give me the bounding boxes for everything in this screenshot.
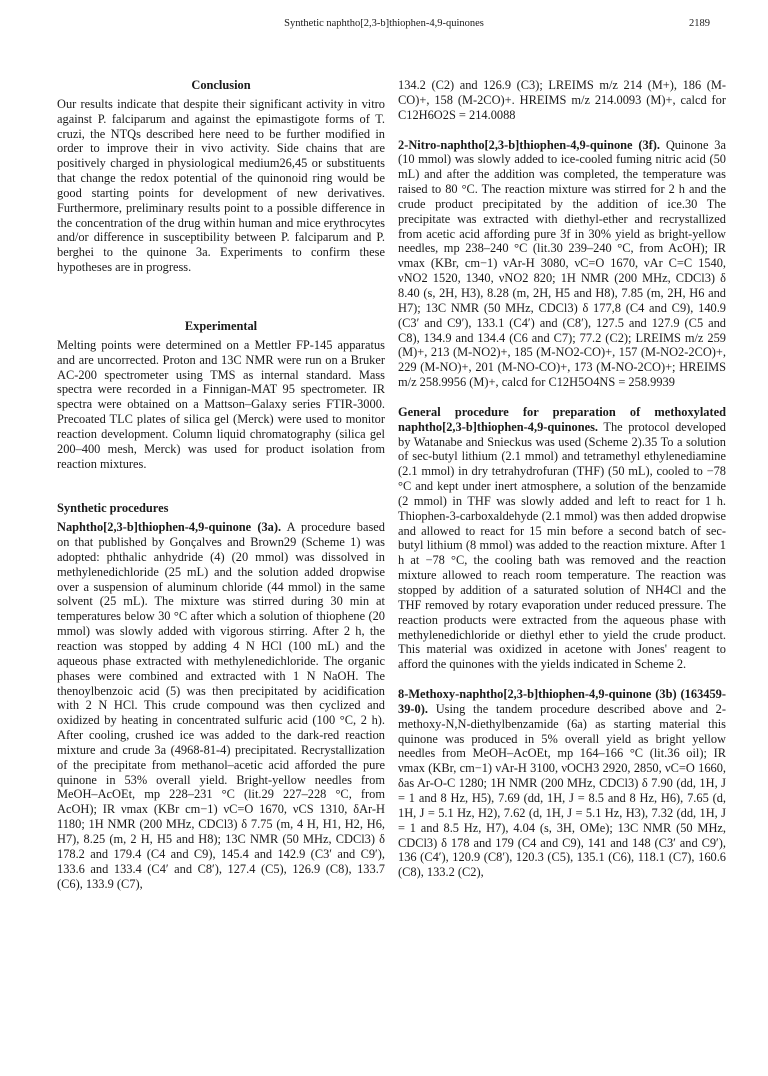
general-procedure-text: The protocol developed by Watanabe and Snieckus was used (Scheme 2).35 To a solution of sec-butyl lithium (2.1 mmol) and tetramethyl ethylenediamine (2.1 mmol) in dry tetrahydrofuran (THF) (50 mL), cooled to −78 °C and kept under inert atmosphere, a solution of the benzamide (2 mmol) in THF was slowly added and left to react for 1 h. Thiophen-3-carboxaldehyde (2.1 mmol) was then added dropwise and allowed to react for 15 min before a second batch of sec-butyl lithium (8 mmol) was added to the reaction mixture. After 1 h at −78 °C, the cooling bath was removed and the reaction mixture allowed to reach room temperature. The reaction was stopped by addition of a saturated solution of NH4Cl and the THF removed by rotary evaporation under reduced pressure. The reaction products were extracted from the aqueous phase with methylenedichloride or diethyl ether to yield the crude product. This material was oxidized in acetone with Jones' reagent to afford the quinones with the yields indicated in Scheme 2. <box>398 419 727 672</box>
compound-3b-text: Using the tandem procedure described above and 2-methoxy-N,N-diethylbenzamide (6a) as starting material this quinone was produced in 5% overall yield as bright yellow needles from MeOH–AcOEt, mp 164–166 °C (lit.36 oil); IR νmax (KBr, cm−1) νAr-H 3100, νOCH3 2920, 2850, νC=O 1660, δas Ar-O-C 1280; 1H NMR (200 MHz, CDCl3) δ 7.90 (dd, 1H, J = 1 and 8 Hz, H5), 7.69 (dd, 1H, J = 8.5 and 8 Hz, H6), 7.65 (d, 1H, J = 5.1 Hz, H2), 7.62 (d, 1H, J = 5.1 Hz, H3), 7.32 (dd, 1H, J = 1 and 8.5 Hz, H7), 4.04 (s, 3H, OMe); 13C NMR (50 MHz, CDCl3) δ 178 and 179 (C4 and C9), 141 and 148 (C3′ and C9′), 136 (C4′), 120.9 (C8′), 120.3 (C5), 135.1 (C6), 118.1 (C7), 160.6 (C8), 133.2 (C2), <box>398 701 726 880</box>
experimental-paragraph: Melting points were determined on a Mettler FP-145 apparatus and are uncorrected. Proton and 13C NMR were run on a Bruker AC-200 spectrometer using TMS as internal standard. Mass spectra were recorded in a Finnigan-MAT 95 spectrometer. IR spectra were obtained on a Mattson–Galaxy series FTIR-3000. Precoated TLC plates of silica gel (Merck) were used to monitor reaction development. Column liquid chromatography (silica gel 200–400 mesh, Merck) was used for product isolation from reaction mixtures. <box>57 337 385 471</box>
compound-3b-title: 8-Methoxy-naphtho[2,3-b]thiophen-4,9-quinone (3b) (163459-39-0). <box>398 687 726 716</box>
compound-3b-paragraph <box>398 687 726 880</box>
synthetic-procedures-heading: Synthetic procedures <box>57 501 169 516</box>
conclusion-heading: Conclusion <box>191 78 251 92</box>
compound-3f-text: Quinone 3a (10 mmol) was slowly added to ice-cooled fuming nitric acid (50 mL) and after the addition was completed, the temperature was raised to 80 °C. The reaction mixture was stirred for 2 h and the crude product precipitated by the addition of ice.30 The precipitate was extracted with diethyl-ether and recrystallized from acetic acid affording pure 3f in 30% yield as bright-yellow needles, mp 238–240 °C (lit.30 239–240 °C, from AcOH); IR νmax (KBr, cm−1) νAr-H 3080, νC=O 1670, νAr C=C 1540, νNO2 1520, 1340, νNO2 820; 1H NMR (200 MHz, CDCl3) δ 8.40 (s, 2H, H3), 8.28 (m, 2H, H5 and H8), 7.85 (m, 2H, H6 and H7); 13C NMR (50 MHz, CDCl3) δ 177,8 (C4 and C9), 140.9 (C3′ and C9′), 133.1 (C4′) and (C8′), 127.5 and 127.9 (C5 and C8), 134.9 and 134.4 (C6 and C7); 77.2 (C2); LREIMS m/z 259 (M)+, 213 (M-NO2)+, 185 (M-NO2-CO)+, 157 (M-NO2-2CO)+, 229 (M-NO)+, 201 (M-NO-CO)+, 173 (M-NO-2CO)+; HREIMS m/z 258.9956 (M)+, calcd for C12H5O4NS = 258.9939 <box>398 137 726 390</box>
compound-3a-paragraph <box>57 520 385 891</box>
running-title: Synthetic naphtho[2,3-b]thiophen-4,9-quinones <box>284 18 484 29</box>
page-number: 2189 <box>689 18 710 29</box>
compound-3a-title: Naphtho[2,3-b]thiophen-4,9-quinone (3a). <box>57 520 282 535</box>
general-procedure-paragraph <box>398 405 726 672</box>
compound-3f-paragraph <box>398 138 726 390</box>
compound-3a-continued: 134.2 (C2) and 126.9 (C3); LREIMS m/z 214 (M+), 186 (M-CO)+, 158 (M-2CO)+. HREIMS m/z 214.0093 (M)+, calcd for C12H6O2S = 214.0088 <box>398 78 726 122</box>
left-column <box>57 78 385 891</box>
compound-3a-text: A procedure based on that published by Gonçalves and Brown29 (Scheme 1) was adopted: phthalic anhydride (4) (20 mmol) was dissolved in methylenedichloride (25 mL) and the solution added dropwise over a suspension of aluminum chloride (44 mmol) in the same solvent (25 mL). The mixture was stirred during 30 min at temperatures below 30 °C after which a solution of thiophene (20 mmol) was slowly added with vigorous stirring. After 2 h, the reaction was stopped by adding 4 N HCl (100 mL) and the aqueous phase extracted with methylenedichloride. The organic phases were combined and extracted with 1 N NaOH. The thenoylbenzoic acid (5) was then precipitated by acidification with 2 N HCl. This crude compound was then cyclized and oxidized by heating in concentrated sulfuric acid (100 °C, 2 h). After cooling, crushed ice was added to the dark-red reaction mixture and crude 3a (4968-81-4) precipitated. Recrystallization of the precipitate from methanol–acetic acid afforded the pure quinone in 53% overall yield. Bright-yellow needles from MeOH–AcOEt, mp 228–231 °C (lit.29 227–228 °C, from AcOH); IR νmax (KBr cm−1) νC=O 1670, νCS 1310, δAr-H 1180; 1H NMR (200 MHz, CDCl3) δ 7.75 (m, 4 H, H1, H2, H6, H7), 8.25 (m, 2 H, H5 and H8); 13C NMR (50 MHz, CDCl3) δ 178.2 and 179.4 (C4 and C9), 145.4 and 142.9 (C3′ and C9′), 133.6 and 133.4 (C4′ and C8′), 127.4 (C5), 126.9 (C8), 133.7 (C6), 133.9 (C7), <box>57 520 385 891</box>
general-procedure-title: General procedure for preparation of methoxylated naphtho[2,3-b]thiophen-4,9-quinones. <box>398 404 726 434</box>
right-column <box>398 78 726 880</box>
compound-3f-title: 2-Nitro-naphtho[2,3-b]thiophen-4,9-quinone (3f). <box>398 137 661 152</box>
conclusion-paragraph: Our results indicate that despite their significant activity in vitro against P. falciparum and against the epimastigote forms of T. cruzi, the NTQs described here need to be further modified in order to improve their in vivo activity. Side chains that are positively charged in physiological medium26,45 or substituents that change the redox potential of the quinonoid ring would be good starting points for development of new derivatives. Furthermore, preliminary results point to a possible difference in the concentration of the drug within human and mice erythrocytes and/or difference in susceptibility between P. falciparum and P. berghei to the quinone 3a. Experiments to confirm these hypotheses are in progress. <box>57 96 385 275</box>
experimental-heading: Experimental <box>184 318 258 333</box>
